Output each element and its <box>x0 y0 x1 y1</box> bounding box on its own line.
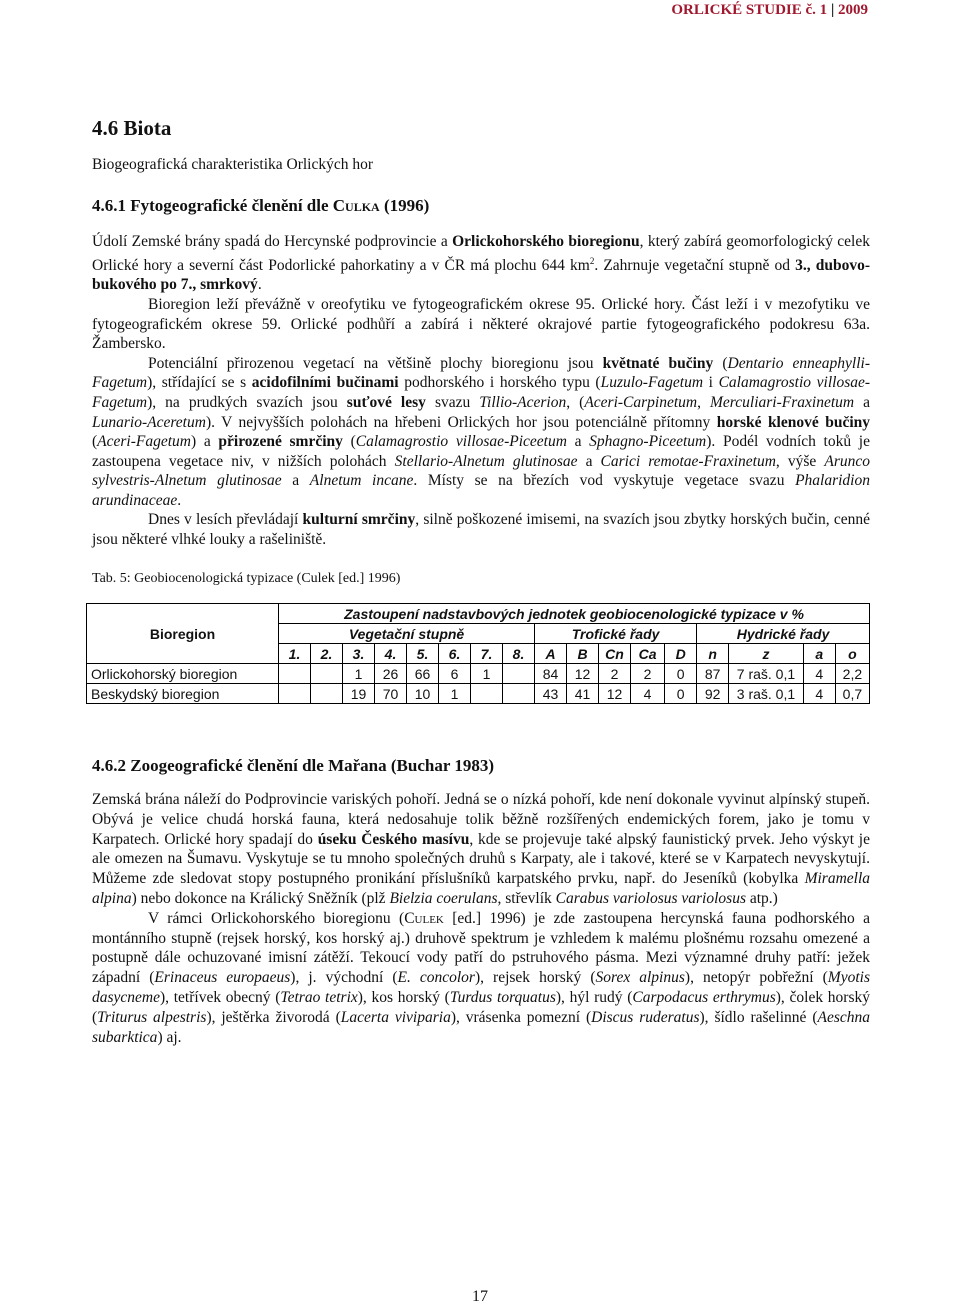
row-label: Beskydský bioregion <box>87 684 279 704</box>
subsection-title-462: 4.6.2 Zoogeografické členění dle Mařana (Buchar 1983) <box>92 756 494 775</box>
table-cell <box>471 684 503 704</box>
table-cell: 84 <box>535 664 567 684</box>
paragraph: Bioregion leží převážně v oreofytiku ve fytogeografickém okrese 95. Orlické hory. Část leží i v mezofytiku ve fytogeografickém okrese 59. Orlické podhůří a zabírá i některé okrajové partie fytogeografického podokresu 63a. Žambersko. <box>92 295 870 353</box>
column-header: 4. <box>375 644 407 664</box>
column-header: z <box>729 644 804 664</box>
table-row <box>87 664 870 684</box>
column-header: a <box>803 644 835 664</box>
table-cell: 0 <box>665 684 697 704</box>
subsection-title-461: 4.6.1 Fytogeografické členění dle Culka (1996) <box>92 196 430 215</box>
group-hydricke: Hydrické řady <box>697 624 870 644</box>
table-header-row <box>87 604 870 624</box>
table-cell: 41 <box>567 684 599 704</box>
table-cell: 87 <box>697 664 729 684</box>
column-header: 8. <box>503 644 535 664</box>
table-cell: 0 <box>665 664 697 684</box>
page-number: 17 <box>472 1288 488 1305</box>
table-cell: 1 <box>439 684 471 704</box>
paragraph: Údolí Zemské brány spadá do Hercynské podprovincie a Orlickohorského bioregionu, který zabírá geomorfologický celek Orlické hory a severní část Podorlické pahorkatiny a v ČR má plochu 644 $km^2$. Zahrnuje vegetační stupně od 3., dubovo-bukového po 7., smrkový. <box>92 233 870 294</box>
table-cell: 3 raš. 0,1 <box>729 684 804 704</box>
column-header: 6. <box>439 644 471 664</box>
column-header: 5. <box>407 644 439 664</box>
table-cell: 1 <box>471 664 503 684</box>
table-cell: 66 <box>407 664 439 684</box>
table-cell: 4 <box>803 664 835 684</box>
table-cell: 70 <box>375 684 407 704</box>
table-cell <box>279 684 311 704</box>
column-header: Cn <box>599 644 631 664</box>
table-cell: 92 <box>697 684 729 704</box>
table-cell: 26 <box>375 664 407 684</box>
row-label: Orlickohorský bioregion <box>87 664 279 684</box>
table-cell: 0,7 <box>835 684 869 704</box>
column-header: 1. <box>279 644 311 664</box>
column-header: 3. <box>343 644 375 664</box>
table-cell: 10 <box>407 684 439 704</box>
running-header: ORLICKÉ STUDIE č. 1 | 2009 <box>671 2 868 18</box>
table-cell: 7 raš. 0,1 <box>729 664 804 684</box>
table-cell: 12 <box>599 684 631 704</box>
section-subtitle: Biogeografická charakteristika Orlických hor <box>92 156 374 173</box>
table-cell: 43 <box>535 684 567 704</box>
group-vegetacni: Vegetační stupně <box>279 624 535 644</box>
column-header: A <box>535 644 567 664</box>
table-cell <box>503 684 535 704</box>
paragraph: Zemská brána náleží do Podprovincie variských pohoří. Jedná se o nízká pohoří, kde není dokonale vyvinut alpínský stupeň. Obývá je velice chudá horská fauna, která nedosahuje tolik běžně rozšířených endemických forem, jako je tomu v Karpatech. Orlické hory spadají do úseku Českého masívu, kde se projevuje také alpský faunistický prvek. Jeho výskyt je ale omezen na Šumavu. Vyskytuje se tu mnoho společných druhů s Karpaty, ale i takové, které se v Karpatech nevyskytují. Můžeme zde sledovat stopy postupného pronikání příslušníků karpatského prvku, např. do Jeseníků (kobylka Miramella alpina) nebo dokonce na Králický Sněžník (plž Bielzia coerulans, střevlík Carabus variolosus variolosus atp.) <box>92 791 870 907</box>
table-cell: 4 <box>803 684 835 704</box>
bioregion-header: Bioregion <box>87 604 279 664</box>
geobiocenology-table <box>86 603 870 704</box>
paragraph: V rámci Orlickohorského bioregionu (Culek [ed.] 1996) je zde zastoupena hercynská fauna podhorského a montánního stupně (rejsek horský, kos horský aj.) druhově spektrum je vzhledem k malému plošnému rozsahu omezené a postupně dále ochuzované imisní zátěží. Tekoucí vody patří do pstruhového pásma. Mezi významné druhy patří: ježek západní (Erinaceus europaeus), j. východní (E. concolor), rejsek horský (Sorex alpinus), netopýr pobřežní (Myotis dasycneme), tetřívek obecný (Tetrao tetrix), kos horský (Turdus torquatus), hýl rudý (Carpodacus erthrymus), čolek horský (Triturus alpestris), ještěrka živorodá (Lacerta viviparia), vrásenka pomezní (Discus ruderatus), šídlo rašelinné (Aeschna subarktica) aj. <box>92 909 871 1046</box>
section-title: 4.6 Biota <box>92 116 172 140</box>
table-cell <box>311 684 343 704</box>
column-header: Ca <box>631 644 665 664</box>
column-header: 7. <box>471 644 503 664</box>
table-cell: 4 <box>631 684 665 704</box>
column-header: 2. <box>311 644 343 664</box>
table-cell: 19 <box>343 684 375 704</box>
subsection-461-body <box>92 232 870 550</box>
table-row <box>87 684 870 704</box>
table-cell: 2 <box>631 664 665 684</box>
column-header: B <box>567 644 599 664</box>
column-header: o <box>835 644 869 664</box>
table-cell <box>503 664 535 684</box>
column-header: D <box>665 644 697 664</box>
table-cell <box>279 664 311 684</box>
column-header: n <box>697 644 729 664</box>
table-cell: 2,2 <box>835 664 869 684</box>
table-cell <box>311 664 343 684</box>
table-cell: 2 <box>599 664 631 684</box>
table-main-header: Zastoupení nadstavbových jednotek geobiocenologické typizace v % <box>279 604 870 624</box>
table-cell: 6 <box>439 664 471 684</box>
subsection-462-body <box>92 790 870 1047</box>
table-cell: 12 <box>567 664 599 684</box>
table-caption: Tab. 5: Geobiocenologická typizace (Culek [ed.] 1996) <box>92 571 401 586</box>
paragraph: Dnes v lesích převládají kulturní smrčiny, silně poškozené imisemi, na svazích jsou zbytky horských bučin, cenné jsou některé vlhké louky a rašeliniště. <box>92 511 871 549</box>
group-troficke: Trofické řady <box>535 624 697 644</box>
paragraph: Potenciální přirozenou vegetací na většině plochy bioregionu jsou květnaté bučiny (Dentario enneaphylli-Fagetum), střídající se s acidofilními bučinami podhorského i horského typu (Luzulo-Fagetum i Calamagrostio villosae-Fagetum), na prudkých svazích jsou suťové lesy svazu Tillio-Acerion, (Aceri-Carpinetum, Merculiari-Fraxinetum a Lunario-Aceretum). V nejvyšších polohách na hřebeni Orlických hor jsou potenciálně přítomny horské klenové bučiny (Aceri-Fagetum) a přirozené smrčiny (Calamagrostio villosae-Piceetum a Sphagno-Piceetum). Podél vodních toků je zastoupena vegetace niv, v nižších polohách Stellario-Alnetum glutinosae a Carici remotae-Fraxinetum, výše Arunco sylvestris-Alnetum glutinosae a Alnetum incane. Místy se na březích vod vyskytuje vegetace svazu Phalaridion arundinaceae. <box>92 354 871 509</box>
table-cell: 1 <box>343 664 375 684</box>
